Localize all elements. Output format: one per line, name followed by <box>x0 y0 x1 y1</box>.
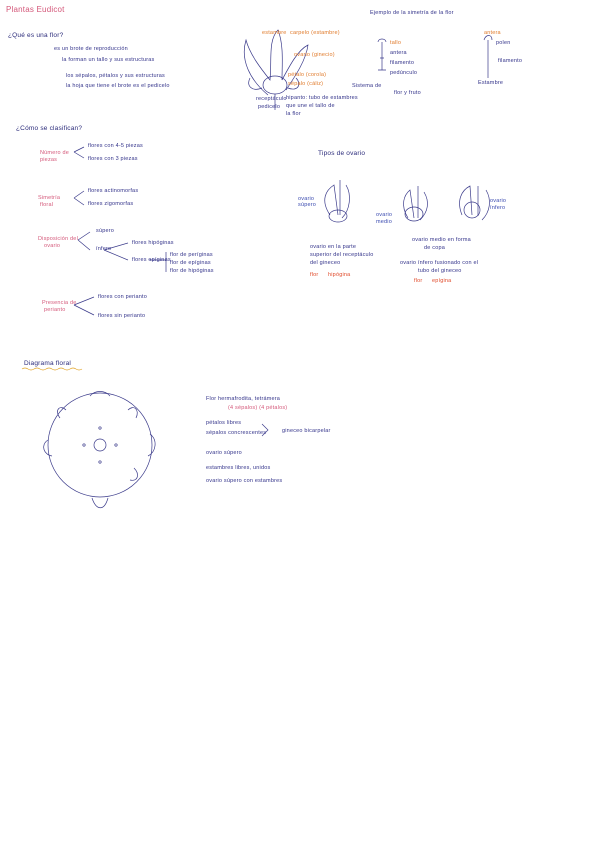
page-title: Plantas Eudicot <box>6 5 65 14</box>
ovary-side: ovario <box>376 212 393 218</box>
section3-note: ovario súpero con estambres <box>206 478 283 484</box>
section3-note: sépalos concrescentes <box>206 430 267 436</box>
floral-diagram-sepal-top <box>90 392 110 397</box>
ovary-side: ínfero <box>490 205 506 211</box>
ovary-tag: flor <box>414 278 423 284</box>
top-right-heading: Ejemplo de la simetría de la flor <box>370 10 454 16</box>
ovary-tag: flor <box>310 272 319 278</box>
floral-diagram-petal-tr <box>128 408 137 418</box>
top-right-label: pedúnculo <box>390 70 418 76</box>
flower-label: carpelo (estambre) <box>290 30 340 36</box>
group-branch: súpero <box>96 228 115 234</box>
section1-line: los sépalos, pétalos y sus estructuras <box>66 73 166 79</box>
ovary-caption: del gineceo <box>310 260 341 266</box>
group-branch: flores con 3 piezas <box>88 156 138 162</box>
top-right-label: tallo <box>390 40 402 46</box>
ovary-caption: ovario medio en forma <box>412 237 471 243</box>
group-label: Presencia de <box>42 300 77 306</box>
group-sub-list: flor de hipóginas <box>170 268 214 274</box>
bracket-group-1 <box>74 147 84 158</box>
ovary-heading: Tipos de ovario <box>318 150 366 157</box>
section3-note: Flor hermafrodita, tetrámera <box>206 396 281 402</box>
section3-note: estambres libres, unidos <box>206 465 271 471</box>
group-sub-list: flor de períginas <box>170 252 213 258</box>
group-branch: ínfero <box>96 246 112 252</box>
ovary-sketch-1-base <box>329 210 347 222</box>
stamen-sketch-b <box>484 36 492 79</box>
floral-diagram-dot <box>99 427 101 429</box>
top-right-caption: Estambre <box>478 80 504 86</box>
ovary-side: ovario <box>298 196 315 202</box>
floral-diagram-dot <box>83 444 85 446</box>
section3-heading: Diagrama floral <box>24 360 72 367</box>
group-label: Número de <box>40 150 70 156</box>
ovary-side: ovario <box>490 198 507 204</box>
group-label: perianto <box>44 307 66 313</box>
group-sub-list: flor de epíginas <box>170 260 211 266</box>
top-right-caption: Sistema de <box>352 83 382 89</box>
group-branch: flores con perianto <box>98 294 148 300</box>
floral-diagram-dot <box>115 444 117 446</box>
group-label: floral <box>40 202 54 208</box>
flower-label: pétalo (corola) <box>288 72 327 78</box>
group-sub: flores hipóginas <box>132 240 174 246</box>
bracket-group-3 <box>78 232 90 250</box>
section3-note: ovario súpero <box>206 450 242 456</box>
floral-diagram-petal-br <box>130 468 137 480</box>
flower-ovary <box>263 76 287 94</box>
ovary-sketch-3 <box>460 186 490 220</box>
ovary-sketch-1 <box>325 180 350 218</box>
flower-note: la flor <box>286 111 301 117</box>
bracket-group-4 <box>74 297 94 315</box>
ovary-caption: ovario en la parte <box>310 244 357 250</box>
top-right-label: filamento <box>498 58 523 64</box>
floral-diagram-inner <box>94 439 106 451</box>
group-label: Simetría <box>38 195 61 201</box>
top-right-label: antera <box>484 30 501 36</box>
section1-line: es un brote de reproducción <box>54 46 128 52</box>
flower-label: receptáculo <box>256 96 287 102</box>
section1-line: la forman un tallo y sus estructuras <box>62 57 155 63</box>
group-label: Disposición del <box>38 236 78 242</box>
ovary-caption: tubo del gineceo <box>418 268 462 274</box>
floral-diagram-dot <box>99 461 101 463</box>
flower-label: ovario (ginecio) <box>294 52 335 58</box>
flower-note: que une el tallo de <box>286 103 335 109</box>
flower-label: sépalo (cáliz) <box>288 81 324 87</box>
top-right-label: polen <box>496 40 511 46</box>
ovary-caption: superior del receptáculo <box>310 252 374 258</box>
section3-note: (4 sépalos) (4 pétalos) <box>228 405 288 411</box>
group-branch: flores con 4-5 piezas <box>88 143 143 149</box>
group-branch: flores zigomorfas <box>88 201 134 207</box>
heading-underline <box>22 368 82 370</box>
section1-line: la hoja que tiene el brote es el pedicelo <box>66 83 170 89</box>
group-branch: flores sin perianto <box>98 313 146 319</box>
section3-note: pétalos libres <box>206 420 242 426</box>
section2-question: ¿Cómo se clasifican? <box>16 125 83 132</box>
section1-question: ¿Qué es una flor? <box>8 32 64 39</box>
ovary-caption: ovario ínfero fusionado con el <box>400 260 479 266</box>
flower-note: hipanto: tubo de estambres <box>286 95 358 101</box>
group-sub: flores epíginas <box>132 257 171 263</box>
ovary-sketch-2-base <box>405 207 423 221</box>
group-branch: flores actinomorfas <box>88 188 139 194</box>
ovary-sketch-2 <box>404 186 428 220</box>
top-right-caption: flor y fruto <box>394 90 421 96</box>
floral-diagram-sepal-bottom <box>92 498 108 508</box>
group-label: ovario <box>44 243 61 249</box>
ovary-tag: epígina <box>432 278 452 284</box>
ovary-tag: hipógina <box>328 272 351 278</box>
ovary-side: súpero <box>298 202 317 208</box>
group-label: piezas <box>40 157 58 163</box>
floral-diagram-outer <box>48 393 152 497</box>
bracket-group-2 <box>74 191 84 205</box>
flower-label: pedicelo <box>258 104 281 110</box>
section3-brace-text: gineceo bicarpelar <box>282 428 331 434</box>
stamen-sketch-a <box>378 39 386 70</box>
ovary-caption: de copa <box>424 245 445 251</box>
top-right-label: antera <box>390 50 407 56</box>
top-right-label: filamento <box>390 60 415 66</box>
flower-label: estambre <box>262 30 287 36</box>
ovary-side: medio <box>376 219 392 225</box>
